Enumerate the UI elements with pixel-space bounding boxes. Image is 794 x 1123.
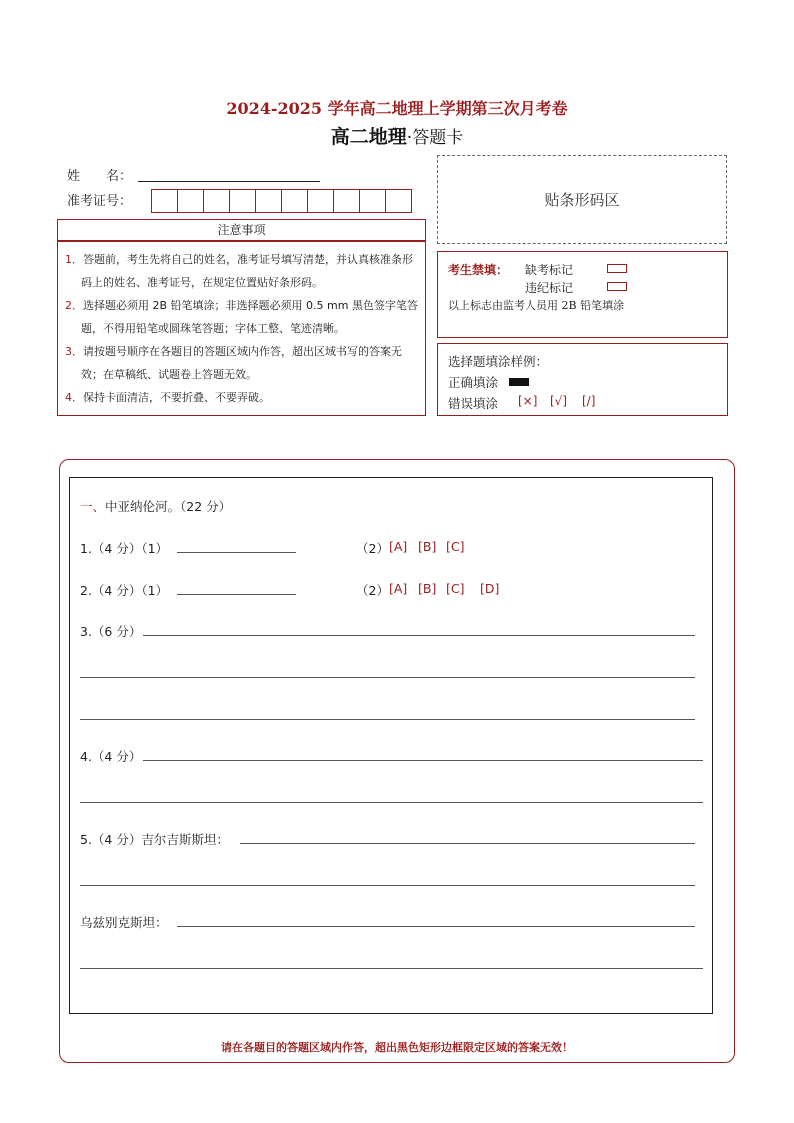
- fill-sample-box: [437, 343, 728, 416]
- notice-title: 注意事项: [57, 219, 426, 241]
- notice-box: [57, 241, 426, 416]
- q4-answer-line[interactable]: [143, 759, 703, 761]
- wrong-mark: [/]: [582, 394, 596, 408]
- exam-id-box[interactable]: [203, 189, 230, 213]
- answer-sheet-suffix: ·答题卡: [406, 128, 464, 148]
- exam-id-box[interactable]: [229, 189, 256, 213]
- q5-answer-line[interactable]: [80, 967, 703, 969]
- exam-title: 2024-2025 学年高二地理上学期第三次月考卷: [226, 99, 568, 118]
- q2-label: 2.（4 分）（1）: [80, 583, 169, 598]
- q1-option-b[interactable]: [B]: [418, 539, 437, 554]
- exam-id-label: 准考证号：: [67, 194, 133, 209]
- q3-answer-line[interactable]: [80, 676, 695, 678]
- exam-id-box[interactable]: [359, 189, 386, 213]
- q4-label: 4.（4 分）: [80, 749, 142, 764]
- q2-option-a[interactable]: [A]: [389, 581, 408, 596]
- q3-answer-line[interactable]: [80, 718, 695, 720]
- q2-option-d[interactable]: [D]: [480, 581, 500, 596]
- barcode-area: [437, 155, 727, 244]
- name-field[interactable]: [138, 180, 320, 182]
- q2-part2-label: （2）: [356, 583, 389, 598]
- footer-warning: 请在各题目的答题区域内作答，超出黑色矩形边框限定区域的答案无效！: [221, 1041, 573, 1054]
- notice-item: 3．请按题号顺序在各题目的答题区域内作答，超出区域书写的答案无效；在草稿纸、试题卷上答题无效。: [65, 345, 402, 381]
- notice-item: 1．答题前，考生先将自己的姓名，准考证号填写清楚，并认真核准条形码上的姓名、准考证号，在规定位置贴好条形码。: [65, 253, 413, 289]
- exam-id-boxes: [151, 189, 411, 213]
- wrong-mark: [√]: [550, 394, 568, 408]
- q5-answer-line[interactable]: [80, 884, 695, 886]
- answer-sheet-title: [0, 122, 794, 149]
- q3-answer-line[interactable]: [143, 634, 695, 636]
- answer-area-frame: [69, 477, 713, 1014]
- violation-label: 违纪标记: [525, 281, 574, 295]
- exam-id-box[interactable]: [255, 189, 282, 213]
- q3-label: 3.（6 分）: [80, 624, 142, 639]
- correct-fill-label: 正确填涂: [448, 375, 499, 390]
- absent-label: 缺考标记: [525, 263, 574, 277]
- wrong-mark: [×]: [518, 394, 538, 408]
- q1-part1-answer-line[interactable]: [177, 551, 296, 553]
- name-label: 姓 名：: [67, 169, 133, 184]
- exam-id-box[interactable]: [151, 189, 178, 213]
- sample-title: 选择题填涂样例：: [448, 354, 549, 369]
- q1-label: 1.（4 分）（1）: [80, 541, 169, 556]
- exam-id-box[interactable]: [307, 189, 334, 213]
- barcode-label: 贴条形码区: [544, 191, 620, 209]
- notice-item: 2．选择题必须用 2B 铅笔填涂；非选择题必须用 0.5 mm 黑色签字笔答题，不得用铅笔或圆珠笔答题；字体工整、笔迹清晰。: [65, 299, 418, 335]
- correct-fill-sample: [509, 378, 529, 386]
- exam-id-box[interactable]: [177, 189, 204, 213]
- q2-option-b[interactable]: [B]: [418, 581, 437, 596]
- exam-id-box[interactable]: [281, 189, 308, 213]
- q5-uzbekistan-answer-line[interactable]: [177, 925, 695, 927]
- absent-mark-box[interactable]: [607, 264, 627, 273]
- section-heading: 一、中亚纳伦河。（22 分）: [80, 499, 232, 514]
- wrong-fill-label: 错误填涂: [448, 396, 499, 411]
- violation-mark-box[interactable]: [607, 282, 627, 291]
- q1-option-c[interactable]: [C]: [446, 539, 465, 554]
- q5-label: 5.（4 分）吉尔吉斯斯坦：: [80, 832, 229, 847]
- q2-part1-answer-line[interactable]: [177, 593, 296, 595]
- subject-title: 高二地理: [330, 126, 407, 148]
- q2-option-c[interactable]: [C]: [446, 581, 465, 596]
- invigilator-box: [437, 251, 728, 338]
- q5-kyrgyzstan-answer-line[interactable]: [240, 842, 695, 844]
- q4-answer-line[interactable]: [80, 801, 703, 803]
- invigilator-note: 以上标志由监考人员用 2B 铅笔填涂: [448, 299, 625, 312]
- exam-id-box[interactable]: [385, 189, 412, 213]
- q5-uzbekistan-label: 乌兹别克斯坦：: [80, 915, 168, 930]
- notice-item: 4．保持卡面清洁，不要折叠、不要弄破。: [65, 391, 270, 404]
- q1-part2-label: （2）: [356, 541, 389, 556]
- forbidden-label: 考生禁填：: [448, 263, 509, 277]
- exam-id-box[interactable]: [333, 189, 360, 213]
- q1-option-a[interactable]: [A]: [389, 539, 408, 554]
